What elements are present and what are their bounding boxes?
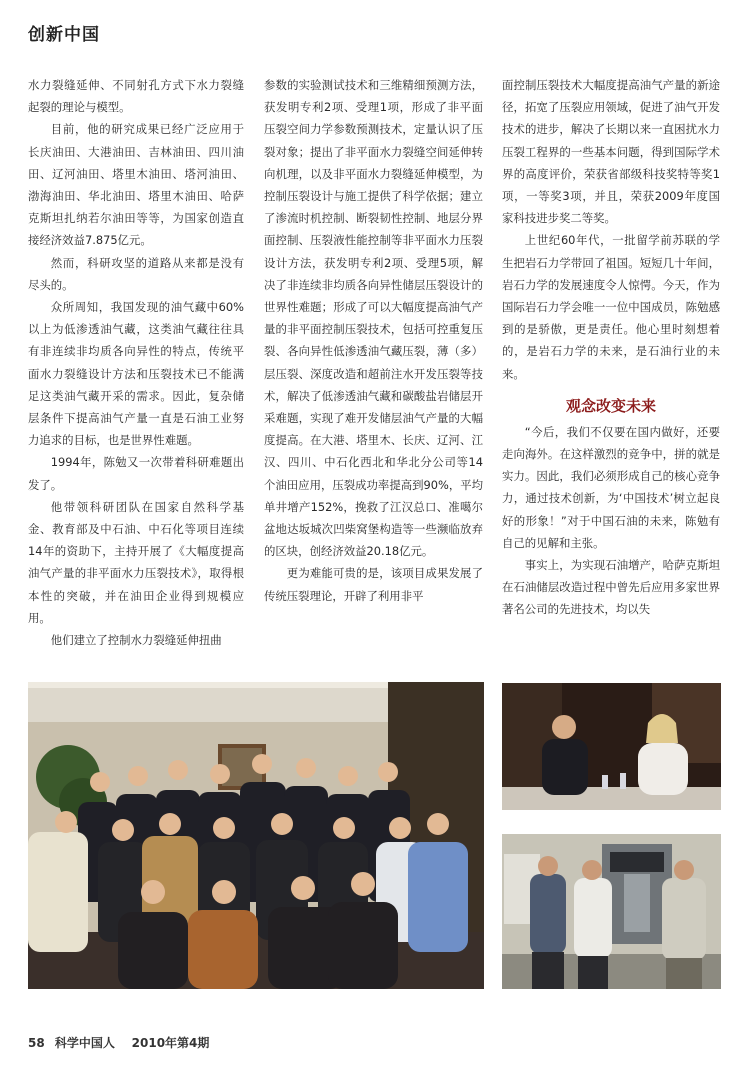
paragraph: 更为难能可贵的是，该项目成果发展了传统压裂理论，开辟了利用非平 bbox=[264, 566, 483, 603]
text-column-1 bbox=[28, 74, 244, 651]
paragraph: 面控制压裂技术大幅度提高油气产量的新途径，拓宽了压裂应用领域，促进了油气开发技术的进步，解决了长期以来一直困扰水力压裂工程界的一些基本问题，得到国际学术界的高度评价，荣获省部级科技奖特等奖1项，一等奖3项，并且，荣获2009年度国家科技进步奖二等奖。 bbox=[502, 78, 720, 226]
group-photo bbox=[28, 682, 484, 989]
laboratory-photo bbox=[502, 834, 721, 989]
paragraph: 然而，科研攻坚的道路从来都是没有尽头的。 bbox=[28, 255, 244, 292]
page-number: 58 bbox=[28, 1036, 45, 1050]
paragraph: 参数的实验测试技术和三维精细预测方法，获发明专利2项、受理1项，形成了非平面压裂空间力学参数预测技术，定量认识了压裂对象；提出了非平面水力裂缝空间延伸转向机理，以及非平面水力裂缝延伸模型，为控制压裂设计与施工提供了科学依据；建立了渗流时机控制、断裂韧性控制、地层分界面控制、压裂液性能控制等非平面水力压裂设计方法，获发明专利2项、受理5项，解决了非连续非均质各向异性储层压裂设计的世界性难题；形成了可以大幅度提高油气产量的非平面控制压裂技术，包括可控重复压裂、各向异性低渗透油气藏压裂，薄（多）层压裂、深度改造和超前注水开发压裂等技术，解决了低渗透油气藏和碳酸盐岩储层开采难题，实现了难开发储层油气产量的大幅度提高。在大港、塔里木、长庆、辽河、江汉、四川、中石化西北和华北分公司等14个油田应用，压裂成功率提高到90%，平均单井增产152%，挽救了江汉总口、准噶尔盆地达坂城次凹柴窝堡构造等一些濒临放弃的区块，创经济效益20.18亿元。 bbox=[264, 78, 483, 559]
paragraph: 上世纪60年代，一批留学前苏联的学生把岩石力学带回了祖国。短短几十年间，岩石力学的发展速度令人惊愕。今天，作为国际岩石力学会唯一一位中国成员，陈勉感到的是骄傲，更是责任。他心里时刻想着的，是岩石力学的未来，是石油行业的未来。 bbox=[502, 233, 720, 381]
paragraph: 1994年，陈勉又一次带着科研难题出发了。 bbox=[28, 455, 244, 492]
subheading: 观念改变未来 bbox=[565, 396, 656, 415]
paragraph: 众所周知，我国发现的油气藏中60%以上为低渗透油气藏，这类油气藏往往具有非连续非均质各向异性的特点，传统平面水力裂缝设计方法和压裂技术已不能满足这类油气藏开采的需求。因此，复杂储层条件下提高油气产量一直是石油工业努力追求的目标，也是世界性难题。 bbox=[28, 300, 244, 448]
paragraph: 目前，他的研究成果已经广泛应用于长庆油田、大港油田、吉林油田、四川油田、辽河油田、塔里木油田、塔河油田、渤海油田、华北油田、塔里木油田、哈萨克斯坦扎纳若尔油田等等，为国家创造直接经济效益7.875亿元。 bbox=[28, 122, 244, 248]
meeting-photo bbox=[502, 683, 721, 810]
paragraph: 事实上，为实现石油增产，哈萨克斯坦在石油储层改造过程中曾先后应用多家世界著名公司的先进技术，均以失 bbox=[502, 558, 720, 617]
text-column-3 bbox=[502, 74, 720, 621]
paragraph: 水力裂缝延伸、不同射孔方式下水力裂缝起裂的理论与模型。 bbox=[28, 78, 244, 115]
issue-label: 2010年第4期 bbox=[131, 1036, 210, 1050]
text-column-2 bbox=[264, 74, 483, 607]
section-title: 创新中国 bbox=[28, 25, 100, 45]
paragraph: 他带领科研团队在国家自然科学基金、教育部及中石油、中石化等项目连续14年的资助下，主持开展了《大幅度提高油气产量的非平面水力压裂技术》，取得根本性的突破，并在油田企业得到规模应用。 bbox=[28, 499, 244, 625]
magazine-name: 科学中国人 bbox=[54, 1036, 115, 1050]
page-footer bbox=[28, 1034, 209, 1051]
paragraph: 他们建立了控制水力裂缝延伸扭曲 bbox=[50, 633, 222, 648]
paragraph: “今后，我们不仅要在国内做好，还要走向海外。在这样激烈的竞争中，拼的就是实力。因此，我们必须形成自己的核心竞争力，通过技术创新，为‘中国技术’树立起良好的形象！”对于中国石油的未来，陈勉有自己的见解和主张。 bbox=[502, 424, 720, 550]
